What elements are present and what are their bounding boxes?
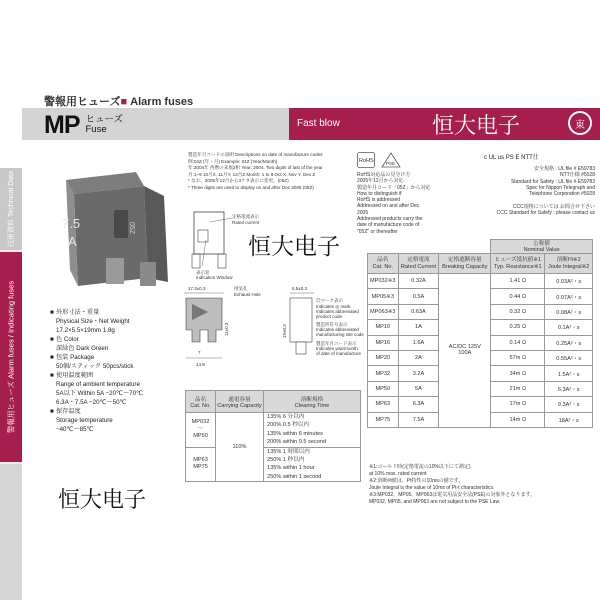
- cell-joule-integral: 1.5A²・s: [545, 366, 593, 381]
- cell-joule-integral: 18A²・s: [545, 412, 593, 427]
- spec-item: [50, 362, 185, 371]
- label-window-en: Indication Window: [196, 275, 233, 280]
- header-nominal-value: 公称値 Nominal Value: [491, 240, 593, 254]
- rohs-line: date of manufacture code of: [357, 222, 420, 229]
- category-line: [44, 93, 193, 109]
- spec-text: 5A以下 Within 5A −20℃〜70℃: [56, 390, 143, 397]
- date-code-description: [188, 152, 350, 191]
- rohs-line: 2005: [357, 209, 369, 216]
- cell-resistance: 14m Ω: [491, 412, 545, 427]
- watermark-top: 恒大电子: [432, 114, 521, 139]
- cell-rated-current: 0.5A: [398, 289, 439, 304]
- cell-joule-integral: 0.07A²・s: [545, 289, 593, 304]
- label-rated-current-jp: 定格電流表示: [232, 214, 259, 219]
- cell-cat-no: MP10: [368, 320, 399, 335]
- clearing-line: 200% within 0.5 second: [267, 439, 327, 446]
- cell-cat-no: MP20: [368, 350, 399, 365]
- spec-text: 外形寸法・重量: [56, 309, 100, 316]
- cell-resistance: 1.41 Ω: [491, 274, 545, 289]
- cell-joule-integral: 0.55A²・s: [545, 350, 593, 365]
- header-cell: [545, 254, 593, 274]
- pse-icon-text: PSE: [386, 161, 396, 166]
- side-profile: [186, 298, 222, 342]
- header-jp: 定格遮断容量: [448, 257, 482, 263]
- date-label-jp: 製造年月コード表示: [316, 341, 357, 346]
- cell-joule-integral: 0.25A²・s: [545, 335, 593, 350]
- rating-table-body: [368, 240, 593, 428]
- category-separator: ■: [120, 96, 128, 108]
- footnotes: [369, 464, 593, 506]
- header-jp: 定格電流: [407, 257, 430, 263]
- end-profile: [290, 298, 312, 342]
- standard-line: NTT仕様 #5028: [559, 172, 595, 179]
- cell-joule-integral: 9.3A²・s: [545, 397, 593, 412]
- site-label-en-1: Indicates abbreviated: [316, 327, 359, 332]
- clearing-line: 135% 1 時間以内: [267, 448, 310, 455]
- cell-cat-no: MP32: [368, 366, 399, 381]
- clearing-line: 135% within 6 minutes: [267, 430, 323, 437]
- spec-text: 包装 Package: [56, 354, 95, 361]
- pin-left-outline: [192, 254, 200, 268]
- cell-rated-current: 5A: [398, 381, 439, 396]
- fuse-outline: [194, 212, 224, 254]
- spec-item: [50, 308, 185, 317]
- cell-joule-integral: 0.08A²・s: [545, 304, 593, 319]
- dim-length: 14.8: [196, 362, 205, 367]
- end-pin: [296, 342, 306, 354]
- cell-cat-no: MP75: [368, 412, 399, 427]
- rohs-icon: [357, 152, 375, 168]
- cell-cat-no: MP032 〜 MP50: [186, 413, 216, 448]
- pse-icon: [381, 152, 401, 168]
- fuse-rating-unit: A: [68, 234, 77, 249]
- cell-joule-integral: 0.03A²・s: [545, 274, 593, 289]
- spec-text: Physical Size・Net Weight: [56, 318, 130, 325]
- header-cat-no: 品名 Cat. No.: [186, 391, 216, 413]
- rohs-line: How to distinguish if: [357, 190, 402, 197]
- date-code-line: * Three digits are used to display on and after Dec 2005 (05Z): [188, 184, 314, 190]
- tab-other[interactable]: [0, 464, 22, 600]
- table-row: [186, 447, 361, 482]
- product-photo: [44, 158, 184, 300]
- product-code: MP: [44, 110, 80, 139]
- cell-resistance: 0.44 Ω: [491, 289, 545, 304]
- cell-joule-integral: 6.3A²・s: [545, 381, 593, 396]
- rohs-line: 2005年12月から対応: [357, 178, 404, 185]
- site-label-en-2: manufacturing site code: [316, 332, 364, 337]
- mark-label-jp: ◎マーク表示: [316, 298, 343, 303]
- label-rated-current-en: Rated current: [232, 220, 260, 225]
- fuse-type-label: Fast blow: [297, 118, 340, 129]
- cell-rated-current: 0.32A: [398, 274, 439, 289]
- spec-item: [50, 398, 185, 407]
- mark-label-en-2: Indicates abbreviated: [316, 309, 359, 314]
- cell-resistance: 21m Ω: [491, 381, 545, 396]
- product-title: [44, 110, 123, 140]
- standard-line: Standard for Safety : UL file # E59783: [510, 178, 595, 185]
- table-row: [368, 274, 593, 289]
- spec-text: 使用温度範囲: [56, 372, 94, 379]
- clearing-line: 200% 0.5 秒以内: [267, 422, 309, 429]
- spec-text: Range of ambient temperature: [56, 381, 140, 388]
- spec-text: −40℃〜85℃: [56, 426, 94, 433]
- header-en: Joule Integral※2: [548, 263, 590, 270]
- cell-clearing-time: [264, 447, 361, 482]
- header-cell: [398, 254, 439, 274]
- rating-table: [367, 239, 593, 428]
- cell-cat-no: MP032※3: [368, 274, 399, 289]
- exhaust-en: Exhaust Hole: [234, 292, 261, 297]
- cell-cat-no: MP05※3: [368, 289, 399, 304]
- spec-item: [50, 416, 185, 425]
- spec-bullet: ■: [50, 408, 54, 415]
- standard-line: Telephone Corporation #5028: [529, 191, 595, 198]
- product-subtitle: [86, 115, 124, 135]
- category-en: Alarm fuses: [130, 96, 194, 108]
- table-row: [186, 413, 361, 448]
- header-cell: [491, 254, 545, 274]
- cell-carrying-capacity: 110%: [216, 413, 264, 482]
- date-code-line: 製造年月コードの説明 Descriptions on date of manufacture codes: [188, 152, 323, 157]
- spec-item: [50, 425, 185, 434]
- date-code-line: 年:2004年 西暦の末尾2桁 Year: 2004, Two digits of last of the year: [188, 165, 323, 170]
- safety-standard-notes: [455, 166, 595, 216]
- footnote-line: Joule Integral is the value of 10ms of Pt-t characteristics.: [369, 485, 495, 491]
- cell-cat-no: MP63 MP75: [186, 447, 216, 482]
- exhaust-jp: 排気孔: [234, 286, 248, 291]
- company-logo: 東: [568, 111, 592, 135]
- spec-bullet: ■: [50, 372, 54, 379]
- spec-bullet: ■: [50, 354, 54, 361]
- dim-height-1: 11±0.3: [224, 322, 229, 336]
- watermark-middle: 恒大电子: [248, 234, 340, 260]
- cell-cat-no: MP63: [368, 397, 399, 412]
- date-label-en-2: of date of manufacture: [316, 351, 362, 356]
- certification-icons: c UL us PS E NTT仕: [484, 155, 539, 161]
- indication-window: [114, 210, 128, 238]
- cell-joule-integral: 0.1A²・s: [545, 320, 593, 335]
- clearing-line: 250% 1 秒以内: [267, 457, 305, 464]
- standard-line: CCC Standard for Safety : please contact us: [496, 210, 595, 217]
- spec-text: 色 Color: [56, 336, 79, 343]
- dimension-diagram: [178, 282, 368, 378]
- cell-rated-current: 0.63A: [398, 304, 439, 319]
- date-code-line: * なお、2005年12月から3ケタ表示に変更。(05Z): [188, 178, 289, 183]
- clearing-line: 135% 6 分以内: [267, 414, 305, 420]
- fuse-pin-left: [106, 258, 124, 284]
- spec-item: [50, 335, 185, 344]
- category-jp: 警報用ヒューズ: [44, 96, 121, 108]
- footnote-line: ※3:MP032、MP05、MP063は電気用品安全法(PSE)の対象外となります。: [369, 492, 536, 498]
- leader-line: [202, 240, 206, 266]
- pin-right-outline: [218, 254, 226, 268]
- rohs-line: Addressed products carry the: [357, 216, 423, 223]
- dim-pin-spacing: 7: [198, 350, 201, 355]
- leader-line: [210, 218, 232, 222]
- date-label-en-1: Indicates year/month: [316, 346, 358, 351]
- spec-text: 50個/スティック 50pcs/stick: [56, 363, 134, 370]
- header-carrying-capacity: 通電容量 Carrying Capacity: [216, 391, 264, 413]
- cell-rated-current: 7.5A: [398, 412, 439, 427]
- header-en: Rated Current: [400, 263, 437, 270]
- footnote-line: at 10% max. rated current: [369, 471, 427, 477]
- spec-text: 深緑色 Dark Green: [56, 345, 109, 352]
- tab-technical-data[interactable]: 技術資料 Technical Data: [0, 168, 22, 250]
- spec-bullet: ■: [50, 336, 54, 343]
- cell-rated-current: 1.6A: [398, 335, 439, 350]
- rohs-line: RoHS is addressed: [357, 197, 401, 204]
- cell-rated-current: 6.3A: [398, 397, 439, 412]
- header-en: Cat. No.: [372, 263, 394, 270]
- spec-item: [50, 317, 185, 326]
- spec-item: [50, 353, 185, 362]
- header-jp: 品名: [377, 257, 389, 263]
- header-jp: 溶断I²t※2: [556, 257, 581, 263]
- standard-line: CCC規格については お問合せ下さい: [512, 203, 595, 210]
- header-cell: [439, 254, 491, 274]
- footnote-line: ※2:溶断I²t値は、Pt特性の10msの値です。: [369, 478, 464, 484]
- tab-alarm-fuses[interactable]: 警報用ヒューズ Alarm fuses / Indicating fuses: [0, 252, 22, 462]
- cell-rated-current: 2A: [398, 350, 439, 365]
- spec-item: [50, 371, 185, 380]
- table-header-row: [186, 391, 361, 413]
- spec-text: 保存温度: [56, 408, 81, 415]
- standard-line: 安全規格 : UL file # E59783: [534, 166, 595, 172]
- rohs-icon-text: RoHS: [359, 158, 374, 164]
- rohs-line: "05Z" or thereafter: [357, 228, 398, 235]
- window-outline: [198, 230, 208, 242]
- header-clearing-time: 溶断規格 Clearing Time: [264, 391, 361, 413]
- clearing-time-table: [185, 390, 361, 482]
- cell-cat-no: MP063※3: [368, 304, 399, 319]
- spec-item: [50, 326, 185, 335]
- header-jp: ヒューズ抵抗値※1: [494, 257, 542, 263]
- spec-bullet: ■: [50, 309, 54, 316]
- date-code-line: 例:04Z (年・月) Example: 04Z (Year/Month): [188, 158, 278, 164]
- footnote-line: ※1:コールド時(定格電流の10%以下にて測定): [369, 464, 471, 470]
- standard-line: Spec for Nippon Telegraph and: [526, 184, 595, 191]
- fuse-date-code: 05Z: [128, 222, 135, 235]
- dim-height-2: 19±0.3: [282, 324, 287, 338]
- cell-cat-no: MP16: [368, 335, 399, 350]
- spec-text: 6.3A・7.5A −20℃〜50℃: [56, 399, 127, 406]
- cell-cat-no: MP50: [368, 381, 399, 396]
- cell-resistance: 34m Ω: [491, 366, 545, 381]
- table-header-row: [368, 254, 593, 274]
- cell-resistance: 0.32 Ω: [491, 304, 545, 319]
- cell-resistance: 0.25 Ω: [491, 320, 545, 335]
- spec-text: Storage temperature: [56, 417, 113, 424]
- date-code-line: 月:1~9 10月X, 11月Y, 12月Z Month: 1 to 9 Oct X, Nov Y, Dec Z: [188, 171, 316, 177]
- cell-rated-current: 1A: [398, 320, 439, 335]
- clearing-line: 250% within 1 second: [267, 473, 322, 480]
- rohs-line: RoHS対応品の見分け方: [357, 172, 411, 178]
- rohs-line: Addressed on and after Dec.: [357, 203, 421, 210]
- header-cell: [368, 254, 399, 274]
- spec-item: [50, 407, 185, 416]
- site-label-jp: 製造所符号表示: [316, 322, 348, 327]
- mark-label-en-1: Indicates ◎ mark: [316, 304, 351, 309]
- watermark-bottom: 恒大电子: [58, 488, 147, 513]
- spec-list: [50, 308, 185, 434]
- dim-depth: 5.5±0.3: [292, 286, 307, 291]
- cell-resistance: 17m Ω: [491, 397, 545, 412]
- nominal-header-row: [368, 240, 593, 254]
- spacer-cell: [368, 240, 491, 254]
- fuse-pin-right: [140, 262, 156, 286]
- footnote-line: MP032, MP05, and MP063 are not subject to the PSE Law.: [369, 499, 501, 505]
- label-window-jp: 表示窓: [196, 270, 210, 275]
- clearing-line: 135% within 1 hour: [267, 465, 315, 472]
- spec-item: [50, 389, 185, 398]
- header-en: Typ. Resistance※1: [494, 263, 542, 270]
- subtitle-en: Fuse: [85, 124, 107, 135]
- cell-resistance: 57m Ω: [491, 350, 545, 365]
- spec-item: [50, 344, 185, 353]
- mark-label-en-3: product code: [316, 314, 343, 319]
- cell-rated-current: 3.2A: [398, 366, 439, 381]
- header-en: Breaking Capacity: [442, 263, 488, 270]
- cell-breaking-capacity: AC/DC 125V 100A: [439, 274, 491, 428]
- rohs-line: 製造年月コード「05Z」から対応: [357, 184, 431, 191]
- fuse-rating-top: 7.5: [62, 216, 81, 231]
- subtitle-jp: ヒューズ: [85, 114, 124, 125]
- cell-resistance: 0.14 Ω: [491, 335, 545, 350]
- spec-text: 17.2×5.5×19mm 1.8g: [56, 327, 115, 334]
- cell-clearing-time: [264, 413, 361, 448]
- dim-width: 17.2±0.3: [188, 286, 206, 291]
- spec-item: [50, 380, 185, 389]
